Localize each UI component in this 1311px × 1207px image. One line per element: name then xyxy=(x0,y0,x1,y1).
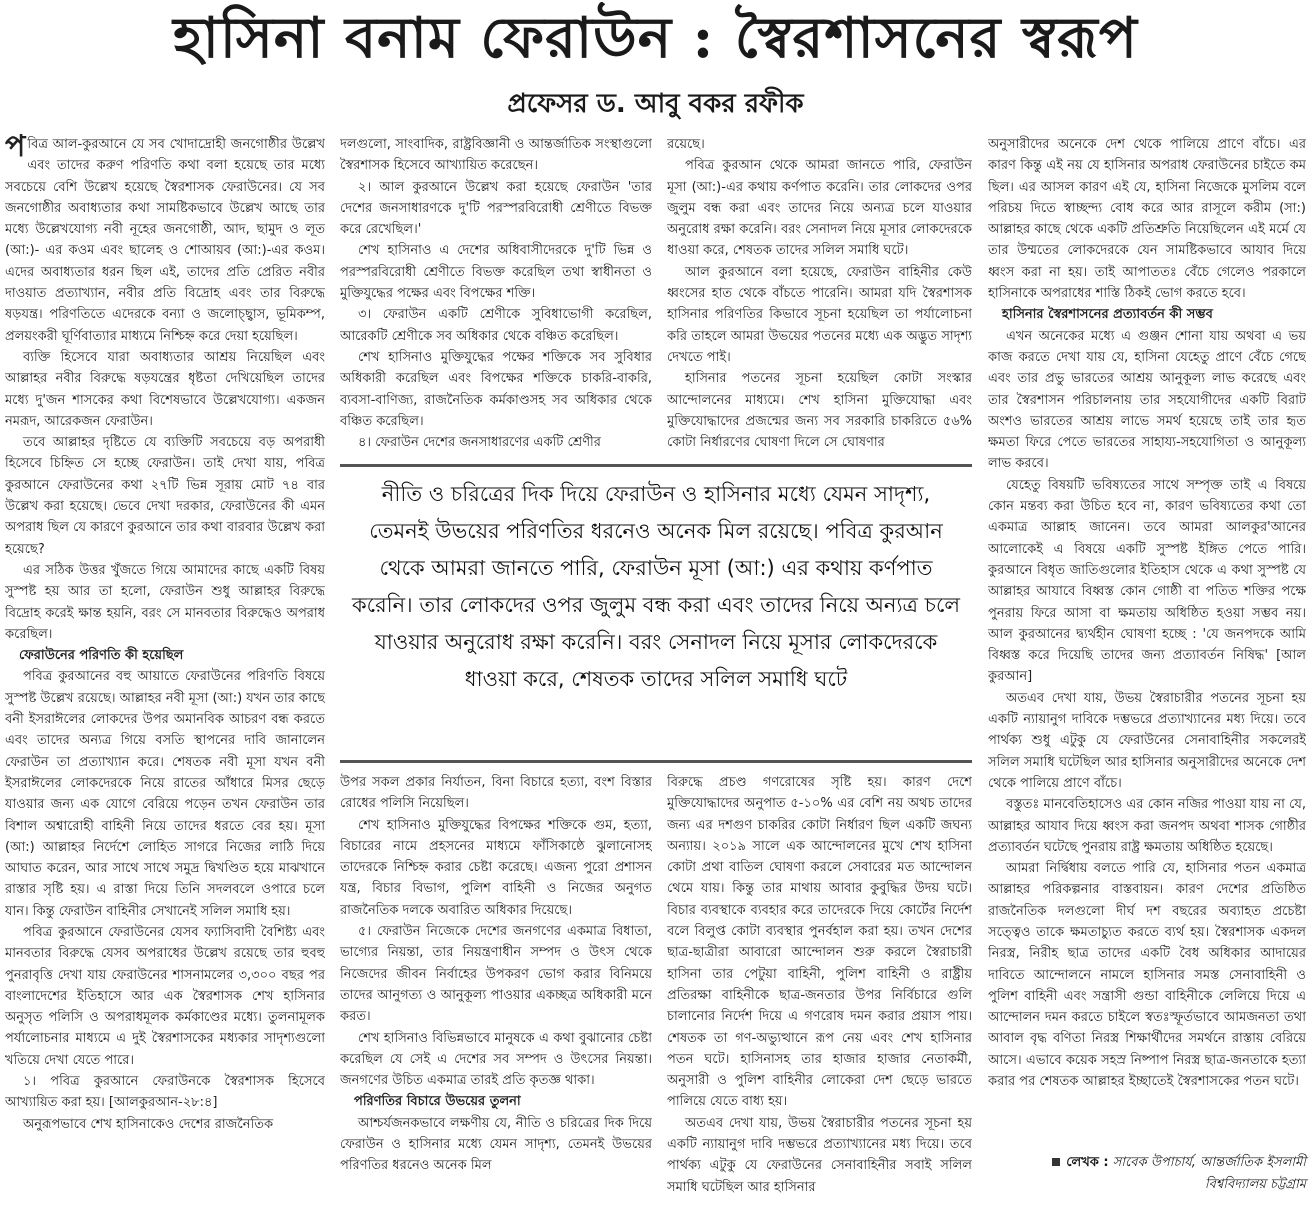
paragraph: যেহেতু বিষয়টি ভবিষ্যতের সাথে সম্পৃক্ত তাই এ বিষয়ে কোন মন্তব্য করা উচিত হবে না, কারণ ভবিষ্যতের কথা তো একমাত্র আল্লাহ জানেন। তবে আমরা আলকুর'আনের আলোকেই এ বিষয়ে একটি সুস্পষ্ট ইঙ্গিত পেতে পারি। কুরআনে বিধৃত জাতিগুলোর ইতিহাস থেকে এ কথা সুস্পষ্ট যে আল্লাহর আযাবে বিধ্বস্ত কোন গোষ্ঠী বা পতিত শক্তির পক্ষে পুনরায় ফিরে আসা বা ক্ষমতায় অধিষ্ঠিত হওয়া সম্ভব নয়। আল কুরআনের দ্ব্যর্থহীন ঘোষণা হচ্ছে : 'যে জনপদকে আমি বিধ্বস্ত করে দিয়েছি তাদের জন্য প্রত্যাবর্তন নিষিদ্ধ' [আল কুরআন] xyxy=(988,477,1306,685)
square-bullet-icon xyxy=(1052,1158,1060,1166)
paragraph: পবিত্র কুরআনে ফেরাউনের যেসব ফ্যাসিবাদী বৈশিষ্ট্য এবং মানবতার বিরুদ্ধে যেসব অপরাধের উল্লেখ রয়েছে তার হুবহু পুনরাবৃত্তি দেখা যায় ফেরাউনের শাসনামলের ৩,৩০০ বছর পর বাংলাদেশের ইতিহাসে আর এক স্বৈরশাসক শেখ হাসিনার অনুসৃত পলিসি ও অপরাধমূলক কর্মকাণ্ডের মধ্যে। তুলনামূলক পর্যালোচনার মাধ্যমে এ দুই স্বৈরশাসকের মধ্যকার সাদৃশ্যগুলো খতিয়ে দেখা যেতে পারে। xyxy=(5,924,325,1068)
paragraph: ব্যক্তি হিসেবে যারা অবাধ্যতার আশ্রয় নিয়েছিল এবং আল্লাহর নবীর বিরুদ্ধে ষড়যন্ত্রের ধৃষ্টতা দেখিয়েছিল তাদের মধ্যে দু'জন শাসকের কথা বিশেষভাবে উল্লেখযোগ্য। একজন নমরূদ, আরেকজন ফেরাউন। xyxy=(5,349,325,429)
section-heading: ফেরাউনের পরিণতি কী হয়েছিল xyxy=(19,648,184,664)
paragraph: উপর সকল প্রকার নির্যাতন, বিনা বিচারে হত্যা, বংশ বিস্তার রোধের পলিসি নিয়েছিল। xyxy=(340,775,652,812)
section-heading: পরিণতির বিচারে উভয়ের তুলনা xyxy=(354,1094,521,1110)
paragraph: শেখ হাসিনাও মুক্তিযুদ্ধের বিপক্ষের শক্তিকে গুম, হত্যা, বিচারের নামে প্রহসনের মাধ্যমে ফাঁসিকাষ্ঠে ঝুলানোসহ তাদেরকে নিশ্চিহ্ন করার চেষ্টা করেছে। এজন্য পুরো প্রশাসন যন্ত্র, বিচার বিভাগ, পুলিশ বাহিনী ও নিজের অনুগত রাজনৈতিক দলকে অবারিত অধিকার দিয়েছে। xyxy=(340,817,652,918)
paragraph: পবিত্র কুরআন থেকে আমরা জানতে পারি, ফেরাউন মূসা (আ:)-এর কথায় কর্ণপাত করেনি। তার লোকদের ওপর জুলুম বন্ধ করা এবং তাদের নিয়ে অন্যত্র চলে যাওয়ার অনুরোধ রক্ষা করেনি। বরং সেনাদল নিয়ে মূসার লোকদেরকে ধাওয়া করে, শেষতক তাদের সলিল সমাধি ঘটে। xyxy=(667,158,972,259)
paragraph: তবে আল্লাহর দৃষ্টিতে যে ব্যক্তিটি সবচেয়ে বড় অপরাধী হিসেবে চিহ্নিত সে হচ্ছে ফেরাউন। তাই দেখা যায়, পবিত্র কুরআনে ফেরাউনের কথা ২৭টি ভিন্ন সূরায় মোট ৭৪ বার উল্লেখ করা হয়েছে। ভেবে দেখা দরকার, ফেরাউনের কী এমন অপরাধ ছিল যে কারণে কুরআনে তার কথা বারবার উল্লেখ করা হয়েছে? xyxy=(5,435,325,557)
paragraph: এর সঠিক উত্তর খুঁজতে গিয়ে আমাদের কাছে একটি বিষয় সুস্পষ্ট হয় আর তা হলো, ফেরাউন শুধু আল্লাহর বিরুদ্ধে বিদ্রোহ করেই ক্ষান্ত হয়নি, বরং সে মানবতার বিরুদ্ধেও অপরাধ করেছিল। xyxy=(5,562,325,642)
paragraph: ৩। ফেরাউন একটি শ্রেণীকে সুবিধাভোগী করেছিল, আরেকটি শ্রেণীকে সব অধিকার থেকে বঞ্চিত করেছিল। xyxy=(340,307,652,344)
paragraph: এখন অনেকের মধ্যে এ গুঞ্জন শোনা যায় অথবা এ ভয় কাজ করতে দেখা যায় যে, হাসিনা যেহেতু প্রাণে বেঁচে গেছে এবং তার প্রভু ভারতের আশ্রয় আনুকূল্য লাভ করেছে এবং তার স্বৈরশাসন পরিচালনায় তার সহযোগীদের একটি বিরাট অংশও ভারতের আশ্রয় লাভে সমর্থ হয়েছে তাই তার হৃত ক্ষমতা ফিরে পেতে ভারতের সাহায্য-সহযোগিতা ও আনুকূল্য লাভ করবে। xyxy=(988,328,1306,472)
paragraph: ১। পবিত্র কুরআনে ফেরাউনকে স্বৈরশাসক হিসেবে আখ্যায়িত করা হয়। [আলকুরআন-২৮:৪] xyxy=(5,1074,325,1111)
paragraph: আশ্চর্যজনকভাবে লক্ষণীয় যে, নীতি ও চরিত্রের দিক দিয়ে ফেরাউন ও হাসিনার মধ্যে যেমন সাদৃশ্য, তেমনই উভয়ের পরিণতির ধরনেও অনেক মিল xyxy=(340,1115,652,1174)
pull-quote: নীতি ও চরিত্রের দিক দিয়ে ফেরাউন ও হাসিনার মধ্যে যেমন সাদৃশ্য, তেমনই উভয়ের পরিণতির ধরনেও অনেক মিল রয়েছে। পবিত্র কুরআন থেকে আমরা জানতে পারি, ফেরাউন মূসা (আ:) এর কথায় কর্ণপাত করেনি। তার লোকদের ওপর জুলুম বন্ধ করা এবং তাদের নিয়ে অন্যত্র চলে যাওয়ার অনুরোধ রক্ষা করেনি। বরং সেনাদল নিয়ে মূসার লোকদেরকে ধাওয়া করে, শেষতক তাদের সলিল সমাধি ঘটে xyxy=(351,482,961,691)
paragraph: অতএব দেখা যায়, উভয় স্বৈরাচারীর পতনের সূচনা হয় একটি ন্যায়ানুগ দাবিকে দম্ভভরে প্রত্যাখ্যানের মধ্য দিয়ে। তবে পার্থক্য শুধু এটুকু যে ফেরাউনের সেনাবাহিনীর সকলেরই সলিল সমাধি ঘটেছিল আর হাসিনার অনুসারীদের অনেকে দেশ থেকে পালিয়ে প্রাণে বাঁচে। xyxy=(988,690,1306,791)
paragraph: হাসিনার পতনের সূচনা হয়েছিল কোটা সংস্কার আন্দোলনের মাধ্যমে। শেখ হাসিনা মুক্তিযোদ্ধা এবং মুক্তিযোদ্ধাদের প্রজন্মের জন্য সব সরকারি চাকরিতে ৫৬% কোটা নির্ধারণের ঘোষণা দিলে সে ঘোষণার xyxy=(667,371,972,451)
paragraph-text: বিত্র আল-কুরআনে যে সব খোদাদ্রোহী জনগোষ্ঠীর উল্লেখ এবং তাদের করুণ পরিণতি কথা বলা হয়েছে তার মধ্যে সবচেয়ে বেশি উল্লেখ হয়েছে স্বৈরশাসক ফেরাউনের। যে সব জনগোষ্ঠীর অবাধ্যতার কথা সামষ্টিকভাবে উল্লেখ আছে তার মধ্যে উল্লেখযোগ্য নবী নূহের জনগোষ্ঠী, আদ, ছামুদ ও লূত (আ:)- এর কওম এবং ছালেহ ও শোআয়ব (আ:)-এর কওম। এদের অবাধ্যতার ধরন ছিল এই, তাদের প্রতি প্রেরিত নবীর দাওয়াত প্রত্যাখ্যান, নবীর প্রতি বিদ্রোহ এবং তার বিরুদ্ধে ষড়যন্ত্র। পরিণতিতে এদেরকে বন্যা ও জলোচ্ছ্বাস, ভূমিকম্প, প্রলয়ংকরী ঘূর্ণিবাত্যার মাধ্যমে নিশ্চিহ্ন করে দেয়া হয়েছিল। xyxy=(5,137,325,344)
column-3-bottom xyxy=(667,772,972,1206)
paragraph: শেখ হাসিনাও বিভিন্নভাবে মানুষকে এ কথা বুঝানোর চেষ্টা করেছিল যে সেই এ দেশের সব সম্পদ ও উৎসের নিয়ন্তা। জনগণের উচিত একমাত্র তারই প্রতি কৃতজ্ঞ থাকা। xyxy=(340,1030,652,1089)
paragraph: পবিত্র কুরআনের বহু আয়াতে ফেরাউনের পরিণতি বিষয়ে সুস্পষ্ট উল্লেখ রয়েছে। আল্লাহর নবী মূসা (আ:) যখন তার কাছে বনী ইসরাঈলের লোকদের উপর অমানবিক আচরণ বন্ধ করতে এবং তাদের অন্যত্র গিয়ে বসতি স্থাপনের দাবি জানালেন ফেরাউন তা প্রত্যাখ্যান করে। শেষতক নবী মূসা যখন বনী ইসরাঈলের লোকদেরকে নিয়ে রাতের আঁধারে মিসর ছেড়ে যাওয়ার জন্য এক যোগে বেরিয়ে পড়েন তখন ফেরাউন তার বিশাল অশ্বারোহী বাহিনী নিয়ে তাদের ধরতে বের হয়। মূসা (আ:) আল্লাহর নির্দেশে লোহিত সাগরে নিজের লাঠি দিয়ে আঘাত করেন, আর সাথে সাথে সমুদ্র দ্বিখণ্ডিত হয়ে মাঝখানে রাস্তার সৃষ্টি হয়। এ রাস্তা দিয়ে তিনি সদলবলে ওপারে চলে যান। কিন্তু ফেরাউন বাহিনীর সেখানেই সলিল সমাধি হয়। xyxy=(5,669,325,919)
paragraph: অনুরূপভাবে শেখ হাসিনাকেও দেশের রাজনৈতিক xyxy=(23,1116,274,1132)
drop-cap: প xyxy=(5,134,26,164)
article-byline: প্রফেসর ড. আবু বকর রফীক xyxy=(507,89,804,119)
paragraph: বিরুদ্ধে প্রচণ্ড গণরোষের সৃষ্টি হয়। কারণ দেশে মুক্তিযোদ্ধাদের অনুপাত ৫-১০% এর বেশি নয় অথচ তাদের জন্য এর দশগুণ চাকরির কোটা নির্ধারণ ছিল একটি জঘন্য অন্যায়। ২০১৯ সালে এক আন্দোলনের মুখে শেখ হাসিনা কোটা প্রথা বাতিল ঘোষণা করলে সেবারের মত আন্দোলন থেমে যায়। কিন্তু তার মাথায় আবার কুবুদ্ধির উদয় ঘটে। বিচার ব্যবস্থাকে ব্যবহার করে তাদেরকে দিয়ে কোর্টের নির্দেশ বলে বিলুপ্ত কোটা ব্যবস্থার পুনর্বহাল করা হয়। তখন দেশের ছাত্র-ছাত্রীরা আবারো আন্দোলন শুরু করলে স্বৈরাচারী হাসিনা তার পেটুয়া বাহিনী, পুলিশ বাহিনী ও রাষ্ট্রীয় প্রতিরক্ষা বাহিনীকে ছাত্র-জনতার উপর নির্বিচারে গুলি চালানোর নির্দেশ দিয়ে এ গণরোষ দমন করার প্রয়াস পায়। শেষতক তা গণ-অভ্যুত্থানে রূপ নেয় এবং শেখ হাসিনার পতন ঘটে। হাসিনাসহ তার হাজার হাজার নেতাকর্মী, অনুসারী ও পুলিশ বাহিনীর লোকেরা দেশ ছেড়ে ভারতে পালিয়ে যেতে বাধ্য হয়। xyxy=(667,775,972,1110)
paragraph: রয়েছে। xyxy=(667,137,705,152)
paragraph: আল কুরআনে বলা হয়েছে, ফেরাউন বাহিনীর কেউ ধ্বংসের হাত থেকে বাঁচতে পারেনি। আমরা যদি স্বৈরশাসক হাসিনার পরিণতির কিভাবে সূচনা হয়েছিল তা পর্যালোচনা করি তাহলে আমরা উভয়ের পতনের মধ্যে এক অদ্ভুত সাদৃশ্য দেখতে পাই। xyxy=(667,264,972,365)
column-1 xyxy=(5,134,325,1206)
column-3-top xyxy=(667,134,972,460)
column-4 xyxy=(988,134,1306,1152)
credit-label: লেখক : xyxy=(1066,1155,1109,1170)
paragraph: ২। আল কুরআনে উল্লেখ করা হয়েছে ফেরাউন 'তার দেশের জনসাধারণকে দু'টি পরস্পরবিরোধী শ্রেণীতে বিভক্ত করে রেখেছিল।' xyxy=(340,179,652,238)
paragraph xyxy=(5,134,325,347)
paragraph: ৫। ফেরাউন নিজেকে দেশের জনগণের একমাত্র বিধাতা, ভাগ্যের নিয়ন্তা, তার নিয়ন্ত্রণাধীন সম্পদ ও উৎস থেকে নিজেদের জীবন নির্বাহের উপকরণ ভোগ করার বিনিময়ে তাদের আনুগত্য ও আনুকূল্য পাওয়ার একচ্ছত্র অধিকারী মনে করত। xyxy=(340,924,652,1025)
pull-quote-bottom-rule xyxy=(340,760,972,763)
credit-text: সাবেক উপাচার্য, আন্তর্জাতিক ইসলামী বিশ্ববিদ্যালয় চট্টগ্রাম xyxy=(1112,1155,1306,1192)
paragraph: অনুসারীদের অনেকে দেশ থেকে পালিয়ে প্রাণে বাঁচে। এর কারণ কিন্তু এই নয় যে হাসিনার অপরাধ ফেরাউনের চাইতে কম ছিল। এর আসল কারণ এই যে, হাসিনা নিজেকে মুসলিম বলে পরিচয় দিতে স্বাচ্ছন্দ্য বোধ করে আর রাসূলে করীম (সা:) আল্লাহর কাছে থেকে একটি প্রতিশ্রুতি নিয়েছিলেন এই মর্মে যে তার উম্মতের লোকদেরকে যেন সামষ্টিকভাবে আযাব দিয়ে ধ্বংস করা না হয়। তাই আপাততঃ বেঁচে গেলেও পরকালে হাসিনাকে অপরাধের শাস্তি ঠিকই ভোগ করতে হবে। xyxy=(988,137,1306,302)
article-headline: হাসিনা বনাম ফেরাউন : স্বৈরশাসনের স্বরূপ xyxy=(173,5,1138,71)
paragraph: শেখ হাসিনাও মুক্তিযুদ্ধের পক্ষের শক্তিকে সব সুবিধার অধিকারী করেছিল এবং বিপক্ষের শক্তিকে চাকরি-বাকরি, ব্যবসা-বাণিজ্য, রাজনৈতিক কর্মকাণ্ডসহ সব অধিকার থেকে বঞ্চিত করেছিল। xyxy=(340,349,652,429)
author-credit xyxy=(990,1152,1306,1202)
column-2-bottom xyxy=(340,772,652,1206)
paragraph: অতএব দেখা যায়, উভয় স্বৈরাচারীর পতনের সূচনা হয় একটি ন্যায়ানুগ দাবি দম্ভভরে প্রত্যাখ্যানের মধ্য দিয়ে। তবে পার্থক্য এটুকু যে ফেরাউনের সেনাবাহিনীর সবাই সলিল সমাধি ঘটেছিল আর হাসিনার xyxy=(667,1115,972,1195)
paragraph: বস্তুতঃ মানবেতিহাসেও এর কোন নজির পাওয়া যায় না যে, আল্লাহর আযাব দিয়ে ধ্বংস করা জনপদ অথবা শাসক গোষ্ঠীর প্রত্যাবর্তন ঘটেছে পুনরায় রাষ্ট্র ক্ষমতায় অধিষ্ঠিত হয়েছে। xyxy=(988,797,1306,855)
column-2-top xyxy=(340,134,652,460)
paragraph: আমরা নির্দ্বিধায় বলতে পারি যে, হাসিনার পতন একমাত্র আল্লাহর পরিকল্পনার বাস্তবায়ন। কারণ দেশের প্রতিষ্ঠিত রাজনৈতিক দলগুলো দীর্ঘ দশ বছরের অব্যাহত প্রচেষ্টা সত্ত্বেও তাকে ক্ষমতাচ্যুত করতে ব্যর্থ হয়। স্বৈরশাসক একদল নিরস্ত্র, নিরীহ ছাত্র তাদের একটি বৈধ অধিকার আদায়ের দাবিতে আন্দোলনে নামলে হাসিনার সমস্ত সেনাবাহিনী ও পুলিশ বাহিনী এবং সন্ত্রাসী গুন্ডা বাহিনীকে লেলিয়ে দিয়ে এ আন্দোলন দমন করতে চাইলে স্বতঃস্ফূর্তভাবে আমজনতা তথা আবাল বৃদ্ধ বণিতা নিরস্ত্র শিক্ষার্থীদের সমর্থনে রাস্তায় বেরিয়ে আসে। এভাবে কয়েক সহস্র নিষ্পাপ নিরস্ত্র ছাত্র-জনতাকে হত্যা করার পর শেষতক আল্লাহর ইচ্ছাতেই স্বৈরশাসকের পতন ঘটে। xyxy=(988,861,1306,1090)
pull-quote-top-rule xyxy=(340,464,972,467)
paragraph: দলগুলো, সাংবাদিক, রাষ্ট্রবিজ্ঞানী ও আন্তর্জাতিক সংস্থাগুলো স্বৈরশাসক হিসেবে আখ্যায়িত করেছেন। xyxy=(340,137,652,174)
paragraph: ৪। ফেরাউন দেশের জনসাধারণের একটি শ্রেণীর xyxy=(358,435,601,451)
section-heading: হাসিনার স্বৈরশাসনের প্রত্যাবর্তন কী সম্ভব xyxy=(1002,307,1213,323)
paragraph: শেখ হাসিনাও এ দেশের অধিবাসীদেরকে দু'টি ভিন্ন ও পরস্পরবিরোধী শ্রেণীতে বিভক্ত করেছিল তথা স্বাধীনতা ও মুক্তিযুদ্ধের পক্ষের এবং বিপক্ষের শক্তি। xyxy=(340,243,652,302)
